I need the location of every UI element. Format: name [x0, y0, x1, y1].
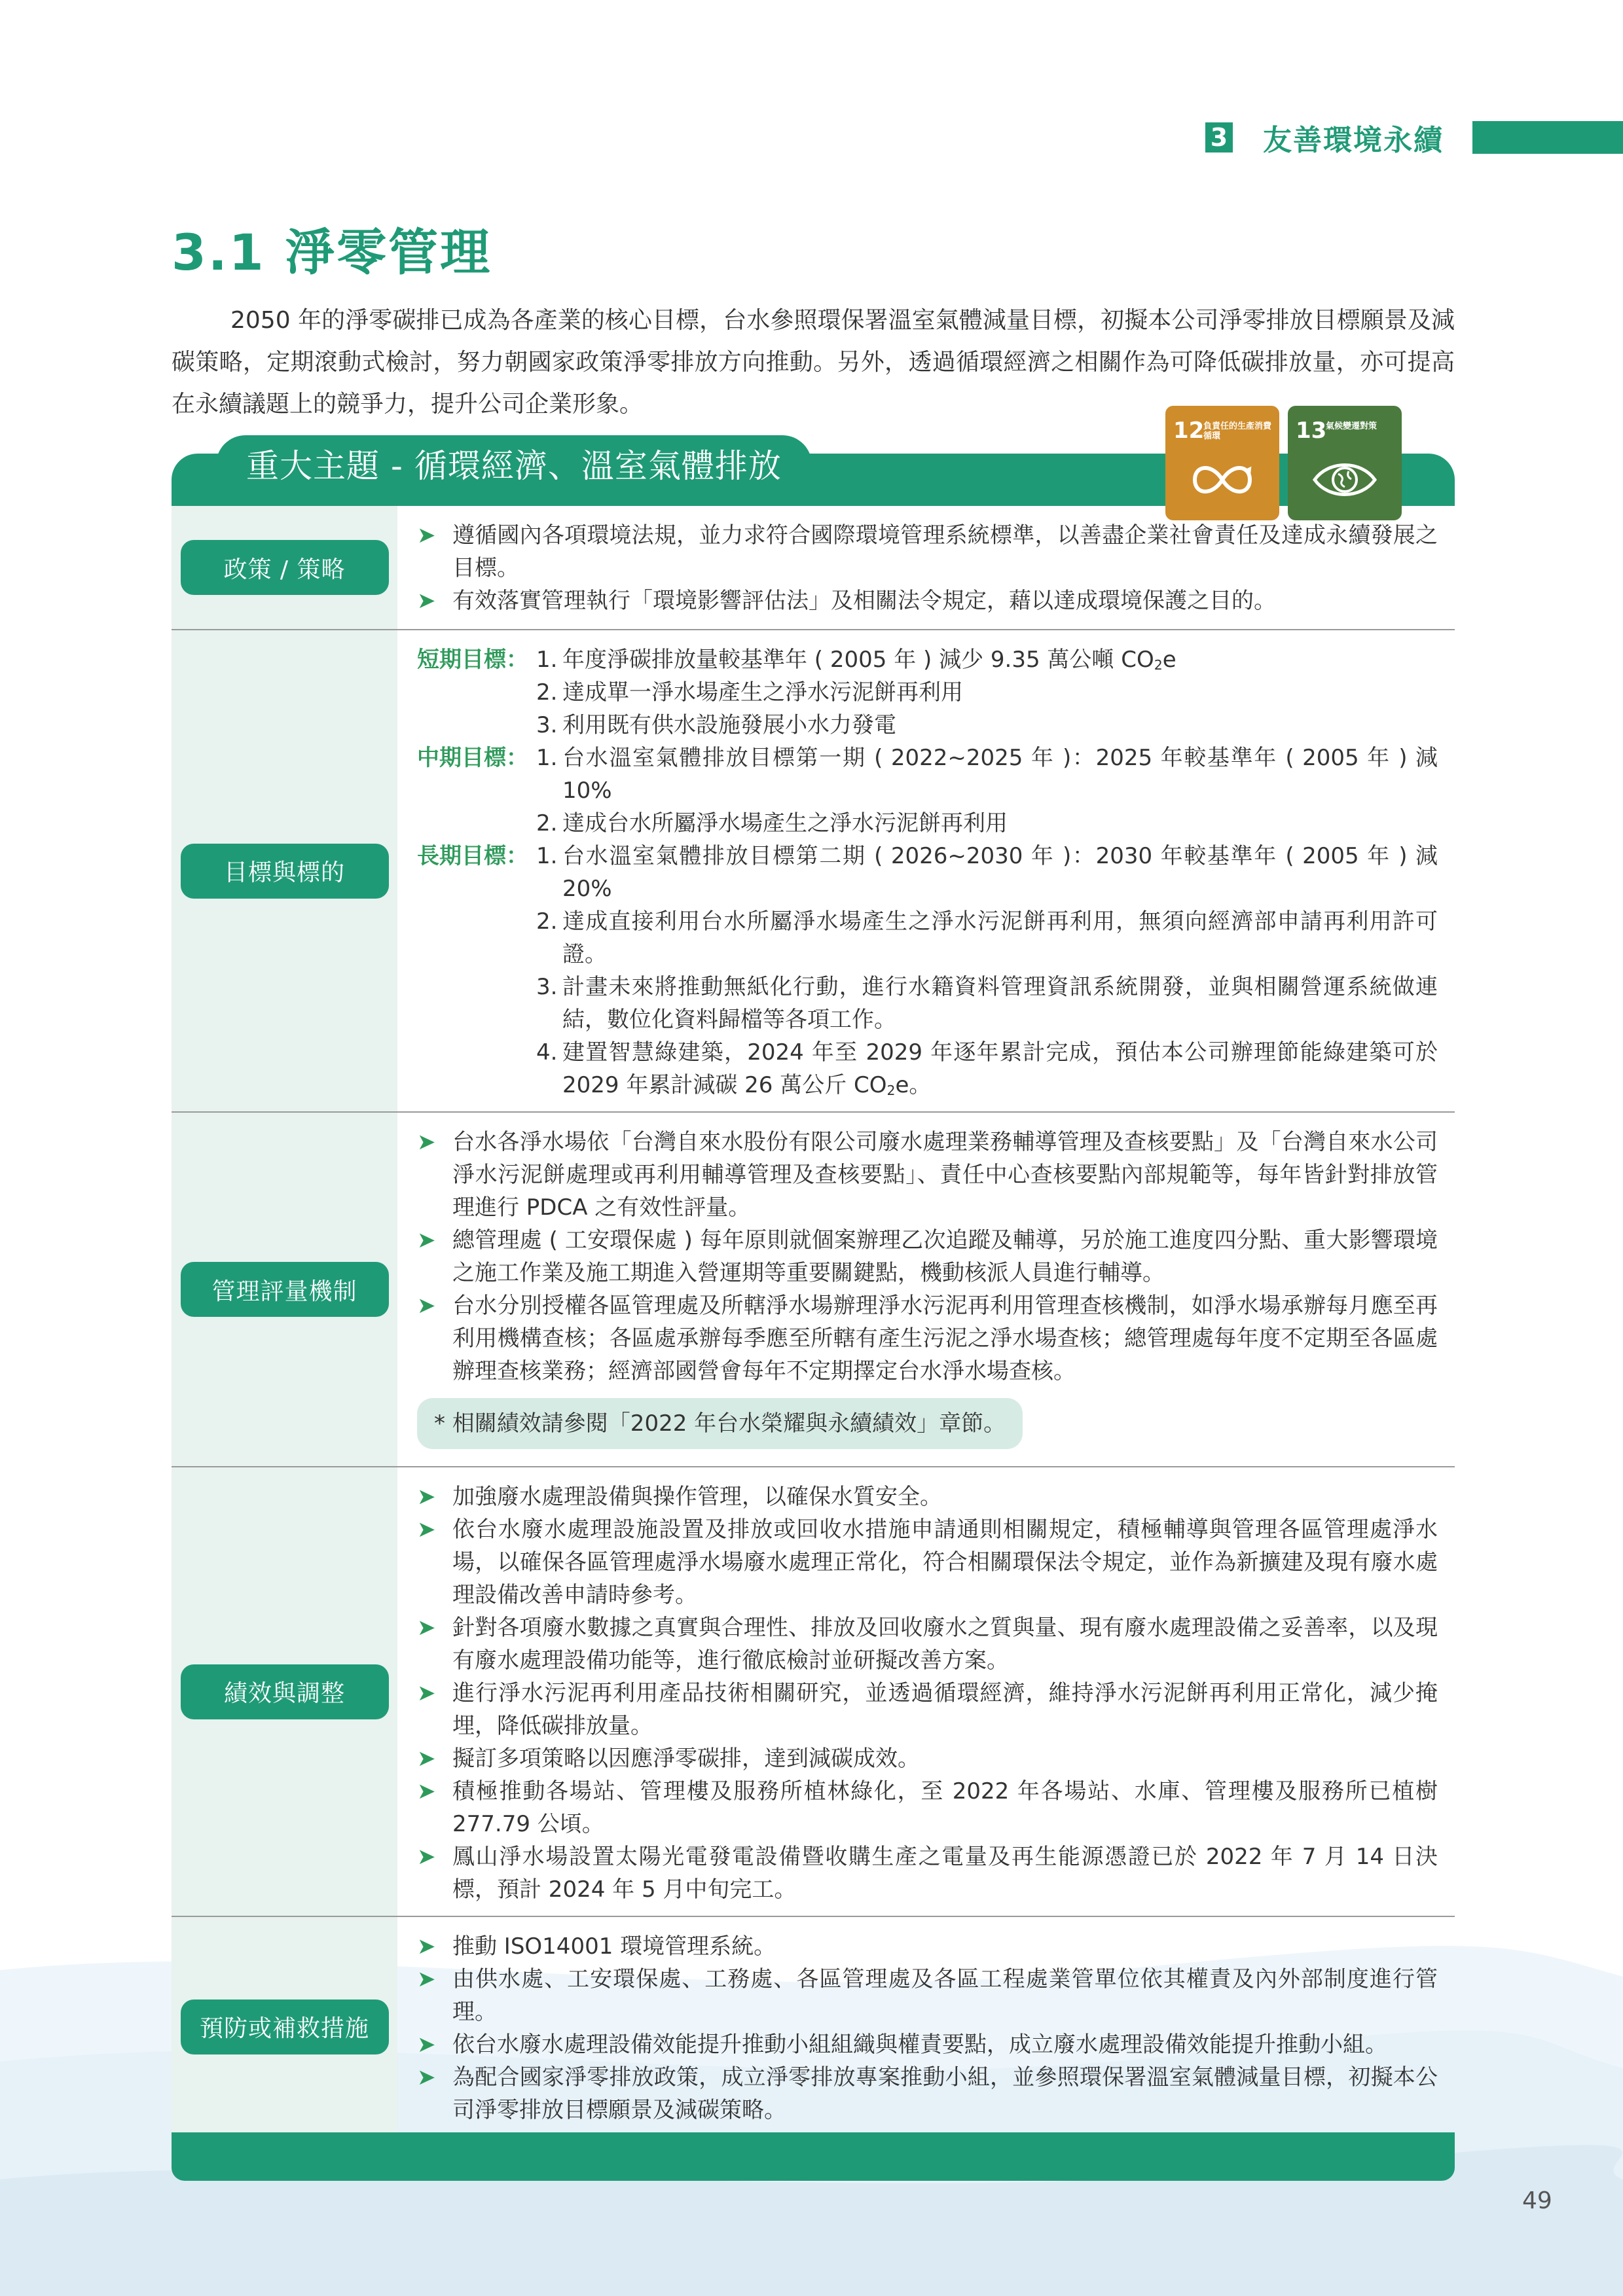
bullet-item: ➤ 總管理處 ( 工安環保處 ) 每年原則就個案辦理乙次追蹤及輔導，另於施工進度四分點、重大影響環境之施工作業及施工期進入營運期等重要關鍵點，機動核派人員進行輔導。: [417, 1224, 1438, 1289]
mid-term-label: 中期目標：: [417, 745, 528, 771]
row-prevention: [172, 1917, 1455, 2136]
row-head-goals: [172, 630, 397, 1111]
chapter-title: 友善環境永續: [1263, 124, 1444, 157]
bullet-arrow-icon: ➤: [417, 1227, 436, 1253]
bullet-item: ➤ 有效落實管理執行「環境影響評估法」及相關法令規定，藉以達成環境保護之目的。: [417, 584, 1438, 617]
bullet-item: ➤ 加強廢水處理設備與操作管理，以確保水質安全。: [417, 1480, 1438, 1513]
body-policy: [397, 506, 1455, 629]
bullet-item: ➤ 針對各項廢水數據之真實與合理性、排放及回收廢水之質與量、現有廢水處理設備之妥善率，以及現有廢水處理設備功能等，進行徹底檢討並研擬改善方案。: [417, 1611, 1438, 1677]
management-table: [172, 506, 1455, 2136]
bullet-item: ➤ 鳳山淨水場設置太陽光電發電設備暨收購生產之電量及再生能源憑證已於 2022 年 7 月 14 日決標，預計 2024 年 5 月中旬完工。: [417, 1840, 1438, 1906]
goal-item: 2. 達成單一淨水場產生之淨水污泥餅再利用: [536, 679, 963, 706]
bullet-arrow-icon: ➤: [417, 1933, 436, 1960]
row-review: [172, 1113, 1455, 1467]
goal-item: 3. 計畫未來將推動無紙化行動，進行水籍資料管理資訊系統開發，並與相關營運系統做連結，數位化資料歸檔等各項工作。: [536, 974, 1438, 1033]
goal-item: 4. 建置智慧綠建築，2024 年至 2029 年逐年累計完成，預估本公司辦理節能綠建築可於 2029 年累計減碳 26 萬公斤 $CO_2e$。: [536, 1039, 1438, 1098]
goal-item: 2. 達成台水所屬淨水場產生之淨水污泥餅再利用: [536, 810, 1008, 836]
bullet-arrow-icon: ➤: [417, 1615, 436, 1641]
body-goals: [397, 630, 1455, 1111]
bullet-arrow-icon: ➤: [417, 588, 436, 614]
bullet-arrow-icon: ➤: [417, 2032, 436, 2058]
sdg-13-number: 13: [1296, 418, 1327, 444]
short-term-label: 短期目標：: [417, 647, 528, 673]
bullet-item: ➤ 推動 ISO14001 環境管理系統。: [417, 1930, 1438, 1963]
goal-item: 中期目標： 1. 台水溫室氣體排放目標第一期 ( 2022~2025 年 )：2025 年較基準年 ( 2005 年 ) 減 10%: [417, 742, 1438, 807]
label-goals: 目標與標的: [181, 844, 389, 899]
bullet-arrow-icon: ➤: [417, 2064, 436, 2090]
eye-globe-icon: [1312, 457, 1377, 503]
label-prevention: 預防或補救措施: [181, 2000, 389, 2054]
row-head-prevention: [172, 1917, 397, 2136]
goal-item: 短期目標： 1. 年度淨碳排放量較基準年 ( 2005 年 ) 減少 9.35 萬公噸 $CO_2e$: [417, 643, 1438, 676]
bullet-item: ➤ 遵循國內各項環境法規，並力求符合國際環境管理系統標準，以善盡企業社會責任及達成永續發展之目標。: [417, 519, 1438, 584]
label-review: 管理評量機制: [181, 1262, 389, 1317]
bullet-arrow-icon: ➤: [417, 1844, 436, 1870]
bullet-arrow-icon: ➤: [417, 1129, 436, 1155]
sdg-12-badge: [1165, 406, 1279, 520]
bullet-item: ➤ 進行淨水污泥再利用產品技術相關研究，並透過循環經濟，維持淨水污泥餅再利用正常化，減少掩埋，降低碳排放量。: [417, 1677, 1438, 1742]
row-head-policy: [172, 506, 397, 629]
row-performance: [172, 1467, 1455, 1917]
infinity-icon: [1190, 457, 1255, 503]
bullet-arrow-icon: ➤: [417, 1484, 436, 1510]
bullet-item: ➤ 依台水廢水處理設施設置及排放或回收水措施申請通則相關規定，積極輔導與管理各區管理處淨水場，以確保各區管理處淨水場廢水處理正常化，符合相關環保法令規定，並作為新擴建及現有廢水處理設備改善申請時參考。: [417, 1513, 1438, 1611]
bullet-arrow-icon: ➤: [417, 1966, 436, 1992]
sdg-13-label: 氣候變遷對策: [1326, 422, 1377, 431]
sdg-12-number: 12: [1173, 418, 1205, 444]
bullet-arrow-icon: ➤: [417, 1680, 436, 1706]
bullet-arrow-icon: ➤: [417, 1516, 436, 1543]
bullet-item: ➤ 積極推動各場站、管理樓及服務所植林綠化，至 2022 年各場站、水庫、管理樓及服務所已植樹 277.79 公頃。: [417, 1775, 1438, 1840]
row-head-performance: [172, 1467, 397, 1916]
bullet-item: ➤ 擬訂多項策略以因應淨零碳排，達到減碳成效。: [417, 1742, 1438, 1775]
chapter-header: [1205, 119, 1623, 156]
chapter-number: 3: [1205, 122, 1233, 152]
bullet-item: ➤ 由供水處、工安環保處、工務處、各區管理處及各區工程處業管單位依其權責及內外部制度進行管理。: [417, 1963, 1438, 2028]
bullet-arrow-icon: ➤: [417, 1778, 436, 1804]
page-number: 49: [1522, 2187, 1552, 2214]
body-review: [397, 1113, 1455, 1466]
chapter-bar: [1472, 121, 1623, 154]
goal-item: 3. 利用既有供水設施發展小水力發電: [536, 712, 896, 738]
bullet-arrow-icon: ➤: [417, 1746, 436, 1772]
goal-item: 長期目標： 1. 台水溫室氣體排放目標第二期 ( 2026~2030 年 )：2030 年較基準年 ( 2005 年 ) 減 20%: [417, 840, 1438, 905]
section-title: 3.1 淨零管理: [172, 223, 492, 281]
intro-paragraph: 2050 年的淨零碳排已成為各產業的核心目標，台水參照環保署溫室氣體減量目標，初擬本公司淨零排放目標願景及減碳策略，定期滾動式檢討，努力朝國家政策淨零排放方向推動。另外，透過循環經濟之相關作為可降低碳排放量，亦可提高在永續議題上的競爭力，提升公司企業形象。: [172, 307, 1455, 418]
bullet-item: ➤ 為配合國家淨零排放政策，成立淨零排放專案推動小組，並參照環保署溫室氣體減量目標，初擬本公司淨零排放目標願景及減碳策略。: [417, 2061, 1438, 2126]
topic-title: 重大主題 - 循環經濟、溫室氣體排放: [216, 435, 812, 494]
goal-item: 2. 達成直接利用台水所屬淨水場產生之淨水污泥餅再利用，無須向經濟部申請再利用許可證。: [536, 908, 1438, 967]
long-term-label: 長期目標：: [417, 843, 528, 869]
row-head-review: [172, 1113, 397, 1466]
performance-note: * 相關績效請參閱「2022 年台水榮耀與永續績效」章節。: [417, 1398, 1023, 1449]
bullet-item: ➤ 台水各淨水場依「台灣自來水股份有限公司廢水處理業務輔導管理及查核要點」及「台灣自來水公司淨水污泥餅處理或再利用輔導管理及查核要點」、責任中心查核要點內部規範等，每年皆針對排放管理進行 PDCA 之有效性評量。: [417, 1126, 1438, 1224]
sdg-12-label: 負責任的生產消費循環: [1203, 422, 1272, 441]
table-footer-band: [172, 2132, 1455, 2181]
label-policy: 政策 / 策略: [181, 540, 389, 595]
label-performance: 績效與調整: [181, 1664, 389, 1719]
bullet-arrow-icon: ➤: [417, 522, 436, 548]
body-performance: [397, 1467, 1455, 1916]
row-policy: [172, 506, 1455, 630]
body-prevention: [397, 1917, 1455, 2136]
row-goals: [172, 630, 1455, 1113]
bullet-item: ➤ 依台水廢水處理設備效能提升推動小組組織與權責要點，成立廢水處理設備效能提升推動小組。: [417, 2028, 1438, 2061]
sdg-13-badge: [1288, 406, 1402, 520]
bullet-arrow-icon: ➤: [417, 1293, 436, 1319]
bullet-item: ➤ 台水分別授權各區管理處及所轄淨水場辦理淨水污泥再利用管理查核機制，如淨水場承辦每月應至再利用機構查核；各區處承辦每季應至所轄有產生污泥之淨水場查核；總管理處每年度不定期至各區處辦理查核業務；經濟部國營會每年不定期擇定台水淨水場查核。: [417, 1289, 1438, 1388]
